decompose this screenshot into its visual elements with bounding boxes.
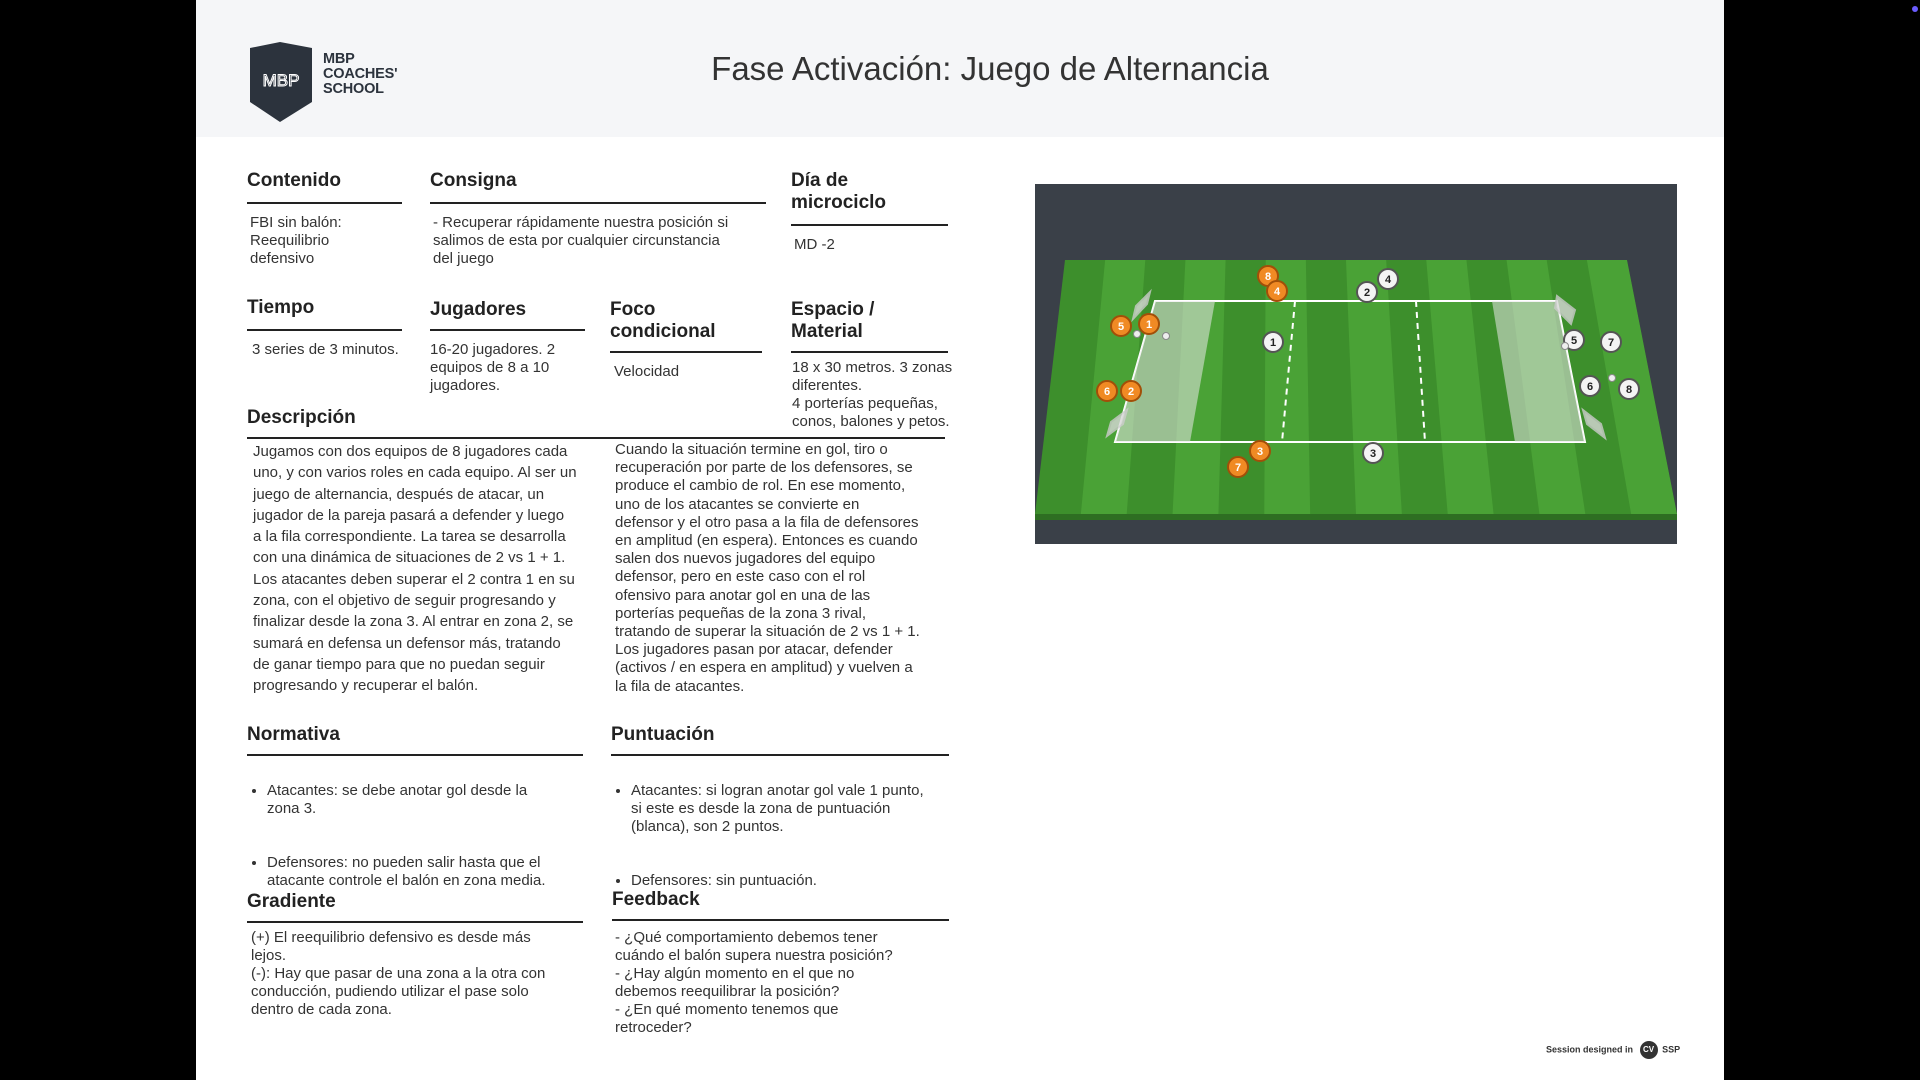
white-player-icon bbox=[1619, 379, 1639, 399]
pitch-diagram bbox=[1035, 184, 1677, 544]
svg-text:2: 2 bbox=[1363, 287, 1371, 299]
jugadores-section bbox=[430, 299, 585, 395]
footer-credit bbox=[1546, 1041, 1680, 1059]
orange-player-icon bbox=[1111, 316, 1131, 336]
ball-icon bbox=[1134, 331, 1141, 338]
white-player-icon bbox=[1601, 332, 1621, 352]
feedback-section bbox=[612, 889, 949, 1037]
descripcion-heading: Descripción bbox=[247, 407, 945, 439]
tiempo-body: 3 series de 3 minutos. bbox=[252, 341, 399, 358]
logo-line-1: MBP bbox=[323, 51, 355, 67]
contenido-heading: Contenido bbox=[247, 170, 402, 204]
normativa-heading: Normativa bbox=[247, 724, 583, 756]
white-player-icon bbox=[1378, 269, 1398, 289]
indicator-dot bbox=[1912, 6, 1918, 12]
ball-icon bbox=[1562, 343, 1569, 350]
logo-monogram: MBP bbox=[262, 71, 300, 90]
footer-text: Session designed in bbox=[1546, 1044, 1634, 1055]
descripcion-left: Jugamos con dos equipos de 8 jugadores cada uno, y con varios roles en cada equipo. Al ser un juego de alternancia, después de atacar, un jugador de la pareja pasará a defender y luego a la fila correspondiente. La tarea se desarrolla con una dinámica de situaciones de 2 vs 1 + 1. Los atacantes deben superar el 2 contra 1 en su zona, con el objetivo de seguir progresando y finalizar desde la zona 3. Al entrar en zona 2, se sumará en defensa un defensor más, tratando de ganar tiempo para que no puedan seguir progresando y recuperar el balón. bbox=[253, 443, 577, 695]
gradiente-section bbox=[247, 891, 583, 1019]
jugadores-heading: Jugadores bbox=[430, 299, 585, 331]
svg-text:5: 5 bbox=[1117, 321, 1125, 333]
svg-text:1: 1 bbox=[1269, 337, 1277, 349]
orange-player-icon bbox=[1228, 457, 1248, 477]
tiempo-heading: Tiempo bbox=[247, 297, 402, 331]
svg-text:3: 3 bbox=[1369, 448, 1377, 460]
puntuacion-heading: Puntuación bbox=[611, 724, 949, 756]
consigna-heading: Consigna bbox=[430, 170, 766, 204]
feedback-heading: Feedback bbox=[612, 889, 949, 921]
orange-player-icon bbox=[1250, 441, 1270, 461]
ball-icon bbox=[1609, 375, 1616, 382]
foco-section bbox=[610, 299, 762, 381]
svg-text:5: 5 bbox=[1570, 335, 1578, 347]
dia-section bbox=[791, 170, 948, 254]
orange-player-icon bbox=[1267, 281, 1287, 301]
header-bar bbox=[196, 0, 1724, 137]
consigna-body: - Recuperar rápidamente nuestra posición si salimos de esta por cualquier circunstancia del juego bbox=[433, 214, 729, 267]
orange-player-icon bbox=[1121, 381, 1141, 401]
dia-heading: Día de microciclo bbox=[791, 170, 948, 226]
descripcion-right: Cuando la situación termine en gol, tiro o recuperación por parte de los defensores, se produce el cambio de rol. En ese momento, uno de los atacantes se convierte en defensor y el otro pasa a la fila de defensores en amplitud (en espera). Entonces es cuando salen dos nuevos jugadores del equipo defensor, pero en este caso con el rol ofensivo para anotar gol en una de las porterías pequeñas de la zona 3 rival, tratando de superar la situación de 2 vs 1 + 1. Los jugadores pasan por atacar, defender (activos / en espera en amplitud) y vuelven a la fila de atacantes. bbox=[615, 441, 920, 695]
orange-player-icon bbox=[1139, 314, 1159, 334]
foco-body: Velocidad bbox=[614, 363, 680, 380]
gradiente-heading: Gradiente bbox=[247, 891, 583, 923]
svg-text:8: 8 bbox=[1625, 384, 1633, 396]
puntuacion-item: • Defensores: sin puntuación. bbox=[631, 872, 949, 890]
tiempo-section bbox=[247, 297, 402, 359]
foco-heading: Foco condicional bbox=[610, 299, 762, 353]
white-player-icon bbox=[1263, 332, 1283, 352]
puntuacion-item: • Atacantes: si logran anotar gol vale 1 punto, si este es desde la zona de puntuación (blanca), son 2 puntos. bbox=[631, 782, 949, 836]
espacio-heading: Espacio / Material bbox=[791, 299, 948, 353]
svg-text:6: 6 bbox=[1103, 386, 1111, 398]
contenido-section bbox=[247, 170, 402, 268]
white-player-icon bbox=[1363, 443, 1383, 463]
dia-body: MD -2 bbox=[794, 236, 835, 253]
logo-line-3: SCHOOL bbox=[323, 81, 384, 97]
footer-brand: SSP bbox=[1662, 1044, 1681, 1055]
contenido-body: FBI sin balón: Reequilibrio defensivo bbox=[250, 214, 342, 267]
feedback-body: - ¿Qué comportamiento debemos tener cuándo el balón supera nuestra posición? - ¿Hay algún momento en el que no debemos reequilibrar la posición? - ¿En qué momento tenemos que retroceder? bbox=[615, 929, 893, 1036]
svg-text:4: 4 bbox=[1384, 274, 1392, 286]
svg-text:4: 4 bbox=[1273, 286, 1281, 298]
orange-player-icon bbox=[1097, 381, 1117, 401]
cv-badge-icon: CV bbox=[1640, 1041, 1658, 1059]
normativa-item: • Defensores: no pueden salir hasta que el atacante controle el balón en zona media. bbox=[267, 854, 583, 890]
page-title: Fase Activación: Juego de Alternancia bbox=[711, 50, 1269, 87]
svg-text:7: 7 bbox=[1607, 337, 1615, 349]
descripcion-section bbox=[247, 407, 945, 439]
consigna-section bbox=[430, 170, 766, 268]
normativa-item: • Atacantes: se debe anotar gol desde la zona 3. bbox=[267, 782, 583, 818]
white-player-icon bbox=[1357, 282, 1377, 302]
white-player-icon bbox=[1580, 376, 1600, 396]
pitch-svg bbox=[1035, 184, 1677, 544]
espacio-body: 18 x 30 metros. 3 zonas diferentes. 4 porterías pequeñas, conos, balones y petos. bbox=[792, 359, 953, 430]
logo-line-2: COACHES' bbox=[323, 66, 398, 82]
svg-text:3: 3 bbox=[1256, 446, 1264, 458]
svg-text:8: 8 bbox=[1264, 271, 1272, 283]
jugadores-body: 16-20 jugadores. 2 equipos de 8 a 10 jugadores. bbox=[430, 341, 556, 394]
ball-icon bbox=[1163, 333, 1170, 340]
svg-text:7: 7 bbox=[1234, 462, 1242, 474]
gradiente-body: (+) El reequilibrio defensivo es desde más lejos. (-): Hay que pasar de una zona a la otra con conducción, pudiendo utilizar el pase solo dentro de cada zona. bbox=[251, 929, 546, 1018]
svg-text:6: 6 bbox=[1586, 381, 1594, 393]
svg-text:2: 2 bbox=[1127, 386, 1135, 398]
svg-text:1: 1 bbox=[1145, 319, 1153, 331]
